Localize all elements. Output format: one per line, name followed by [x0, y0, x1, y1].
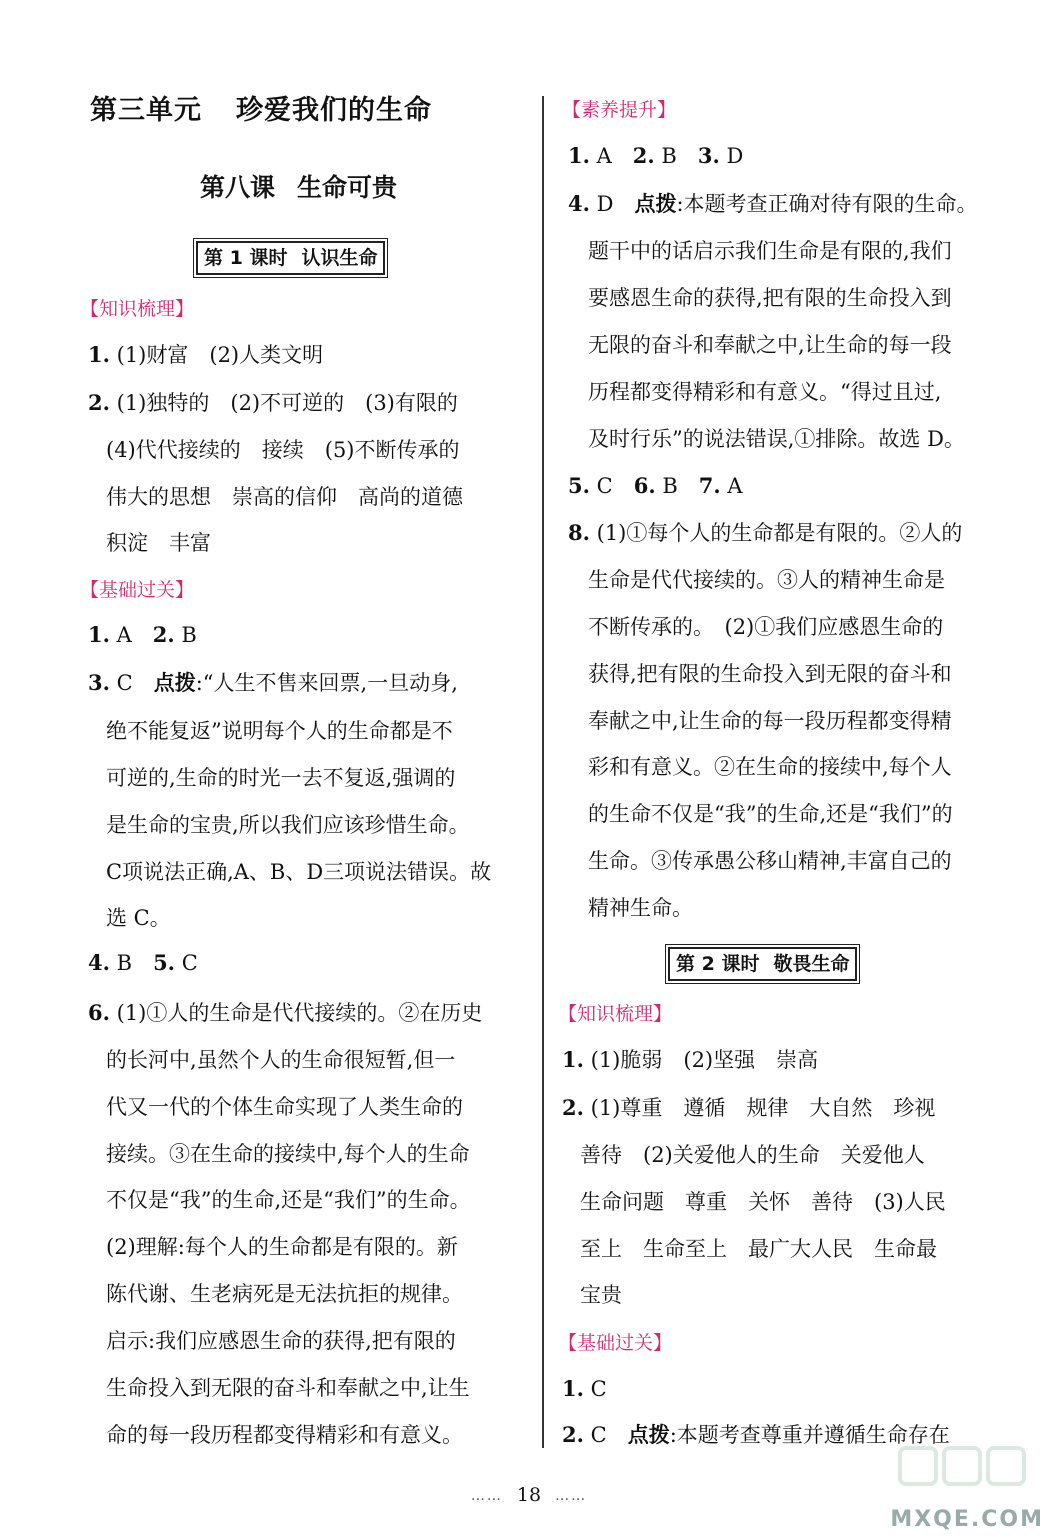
column-divider: [542, 96, 544, 1448]
watermark-text: MXQE.COM: [890, 1507, 1044, 1532]
answer-line: 4. D 点拨:本题考查正确对待有限的生命。: [568, 191, 978, 216]
answer-line: 精神生命。: [588, 896, 693, 920]
answer-line: 2. C 点拨:本题考查尊重并遵循生命存在: [562, 1422, 950, 1447]
answer-line: (4)代代接续的 接续 (5)不断传承的: [106, 438, 460, 462]
period-2-number: 第 2 课时: [676, 953, 760, 975]
lesson-name: 生命可贵: [297, 173, 398, 202]
answer-line: 生命。③传承愚公移山精神,丰富自己的: [588, 849, 952, 873]
answer-line: 6. (1)①人的生命是代代接续的。②在历史: [88, 1000, 483, 1025]
answer-line: 宝贵: [580, 1283, 622, 1307]
section-tag-knowledge-2: 【知识梳理】: [558, 1003, 673, 1025]
period-1-name: 认识生命: [301, 247, 378, 269]
period-2-name: 敬畏生命: [773, 953, 850, 975]
answer-line: 不断传承的。 (2)①我们应感恩生命的: [588, 615, 944, 639]
answer-line: 8. (1)①每个人的生命都是有限的。②人的: [568, 520, 963, 545]
answer-line: 生命问题 尊重 关怀 善待 (3)人民: [580, 1190, 946, 1214]
answer-line: 1. C: [562, 1376, 607, 1401]
answer-line: 2. (1)尊重 遵循 规律 大自然 珍视: [562, 1095, 936, 1120]
lesson-number: 第八课: [200, 173, 276, 202]
answer-line: 及时行乐”的说法错误,①排除。故选 D。: [588, 427, 965, 451]
answer-line: 命的每一段历程都变得精彩和有意义。: [106, 1423, 463, 1447]
lesson-title: [200, 168, 397, 204]
answer-line: 至上 生命至上 最广大人民 生命最: [580, 1237, 937, 1261]
answer-line: 代又一代的个体生命实现了人类生命的: [106, 1095, 463, 1119]
footer-dots-left: ……: [470, 1488, 503, 1504]
section-tag-basic-1: 【基础过关】: [80, 579, 195, 601]
answer-line: 历程都变得精彩和有意义。“得过且过,: [588, 380, 942, 404]
period-1-number: 第 1 课时: [204, 247, 288, 269]
answer-line: 是生命的宝贵,所以我们应该珍惜生命。: [106, 813, 470, 837]
period-1-heading: [196, 241, 385, 275]
answer-line: 接续。③在生命的接续中,每个人的生命: [106, 1142, 470, 1166]
answer-line: 题干中的话启示我们生命是有限的,我们: [588, 239, 952, 263]
answer-line: 奉献之中,让生命的每一段历程都变得精: [588, 709, 952, 733]
answer-line: 生命是代代接续的。③人的精神生命是: [588, 568, 945, 592]
unit-title: [90, 88, 432, 127]
answer-line: 1. (1)财富 (2)人类文明: [88, 342, 324, 367]
answer-line: 启示:我们应感恩生命的获得,把有限的: [106, 1329, 456, 1353]
answer-line: 3. C 点拨:“人生不售来回票,一旦动身,: [88, 670, 458, 695]
answer-line: 获得,把有限的生命投入到无限的奋斗和: [588, 662, 952, 686]
footer-dots-right: ……: [555, 1488, 588, 1504]
answer-line: 绝不能复返”说明每个人的生命都是不: [106, 719, 453, 743]
answer-line: 彩和有意义。②在生命的接续中,每个人: [588, 755, 952, 779]
page-number: 18: [516, 1484, 542, 1506]
answer-line: 的长河中,虽然个人的生命很短暂,但一: [106, 1048, 456, 1072]
answer-line: 4. B 5. C: [88, 950, 198, 975]
answer-line: 积淀 丰富: [106, 531, 211, 555]
answer-line: 的生命不仅是“我”的生命,还是“我们”的: [588, 802, 953, 826]
answer-line: 陈代谢、生老病死是无法抗拒的规律。: [106, 1282, 463, 1306]
answer-line: 1. A 2. B: [88, 622, 197, 647]
section-tag-literacy: 【素养提升】: [562, 99, 677, 121]
answer-line: 要感恩生命的获得,把有限的生命投入到: [588, 286, 952, 310]
answer-line: 善待 (2)关爱他人的生命 关爱他人: [580, 1143, 925, 1167]
answer-line: 伟大的思想 崇高的信仰 高尚的道德: [106, 485, 463, 509]
answer-line: 5. C 6. B 7. A: [568, 473, 743, 498]
answer-line: 不仅是“我”的生命,还是“我们”的生命。: [106, 1188, 471, 1212]
answer-line: 可逆的,生命的时光一去不复返,强调的: [106, 766, 456, 790]
answer-line: 2. (1)独特的 (2)不可逆的 (3)有限的: [88, 390, 458, 415]
unit-number: 第三单元: [90, 95, 202, 126]
answer-line: 生命投入到无限的奋斗和奉献之中,让生: [106, 1376, 470, 1400]
answer-line: 无限的奋斗和奉献之中,让生命的每一段: [588, 333, 952, 357]
section-tag-basic-2: 【基础过关】: [558, 1332, 673, 1354]
answer-line: 1. (1)脆弱 (2)坚强 崇高: [562, 1047, 819, 1072]
unit-name: 珍爱我们的生命: [236, 95, 432, 126]
answer-line: 1. A 2. B 3. D: [568, 143, 744, 168]
period-2-heading: [668, 947, 857, 981]
answer-line: (2)理解:每个人的生命都是有限的。新: [106, 1235, 458, 1259]
answer-line: C项说法正确,A、B、D三项说法错误。故: [106, 860, 492, 884]
section-tag-knowledge-1: 【知识梳理】: [80, 298, 195, 320]
answer-line: 选 C。: [106, 906, 171, 930]
